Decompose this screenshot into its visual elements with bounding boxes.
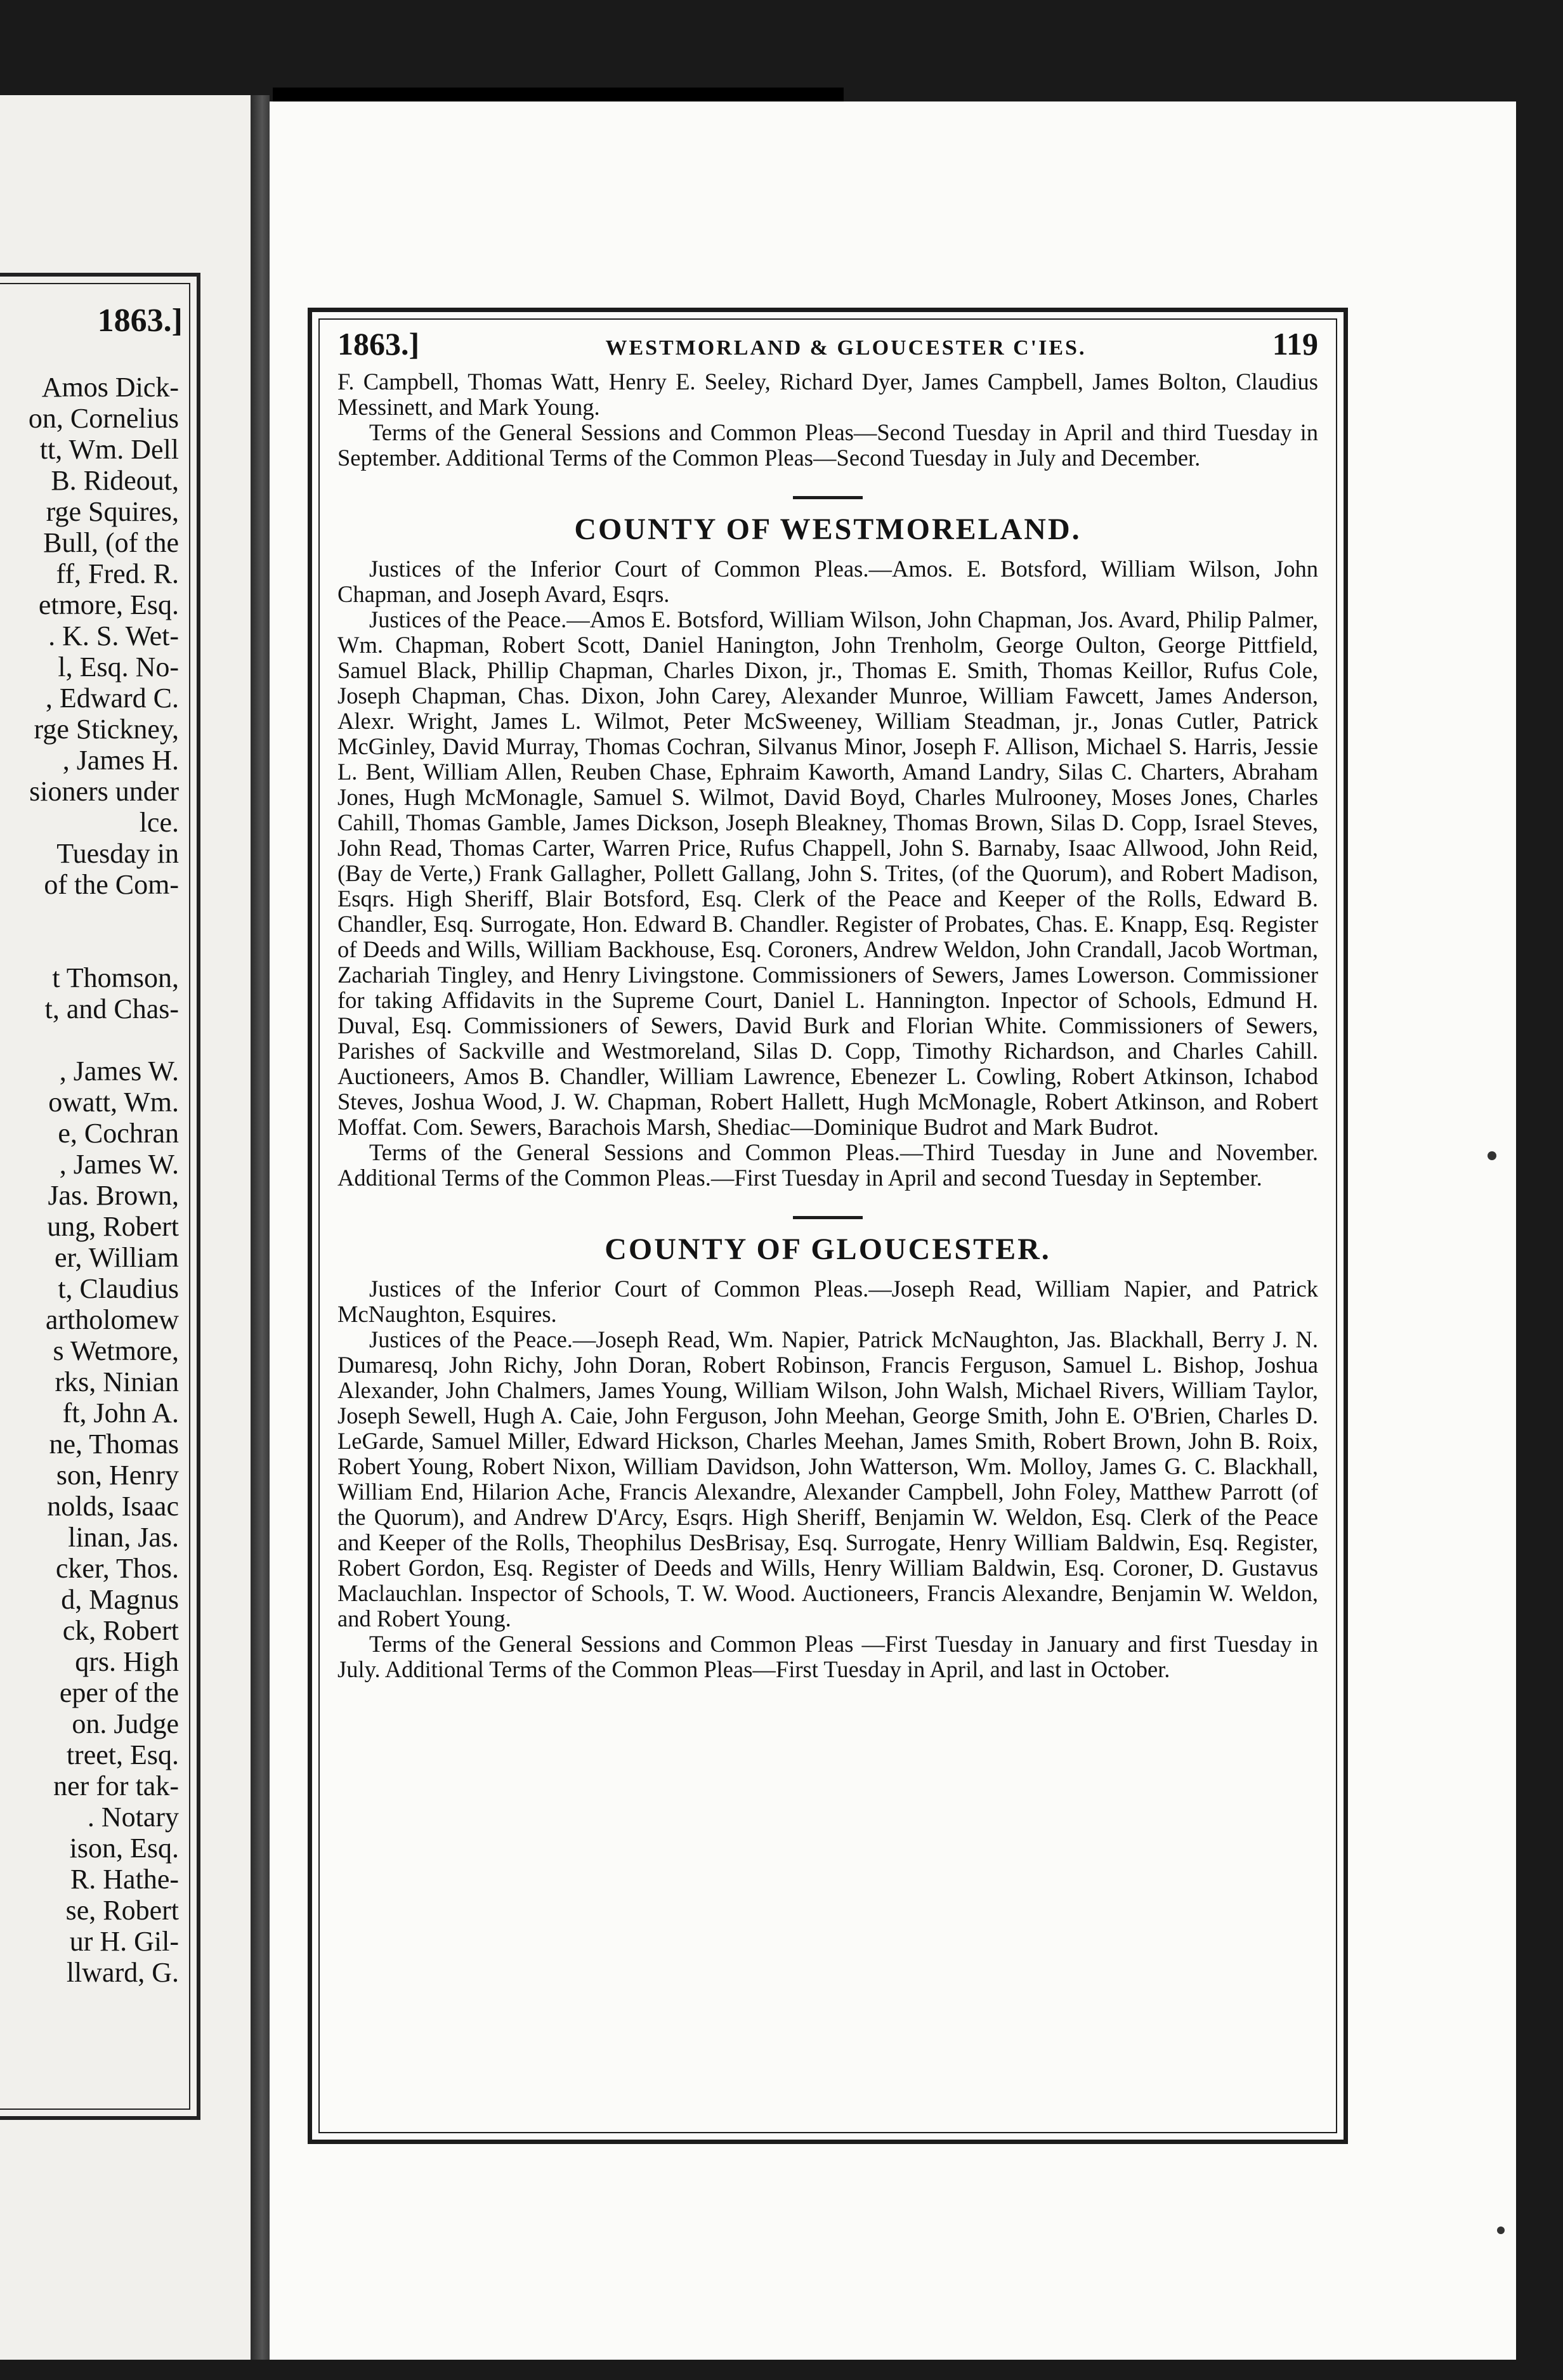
previous-county-terms: Terms of the General Sessions and Common Pleas—Second Tuesday in April and third Tuesday in September. Additional Terms of the Common Pleas—Second Tuesday in July and December. xyxy=(337,419,1318,471)
previous-page-line: linan, Jas. xyxy=(68,1522,179,1553)
previous-page-text xyxy=(0,372,179,1988)
running-head xyxy=(337,326,1318,369)
previous-page-line: R. Hathe- xyxy=(70,1864,179,1895)
previous-page-line: tt, Wm. Dell xyxy=(39,434,179,465)
previous-page-line: llward, G. xyxy=(66,1957,179,1988)
previous-page-line: treet, Esq. xyxy=(66,1739,179,1770)
westmoreland-terms: Terms of the General Sessions and Common Pleas.—Third Tuesday in June and November. Additional Terms of the Common Pleas.—First Tuesday in April and second Tuesday in September. xyxy=(337,1139,1318,1191)
previous-page-line: ne, Thomas xyxy=(49,1429,179,1460)
previous-page-line: Bull, (of the xyxy=(43,527,179,558)
running-head-year: 1863.] xyxy=(337,326,420,362)
previous-page-line xyxy=(0,1024,179,1056)
previous-page-line: ft, John A. xyxy=(62,1397,179,1429)
previous-page-line: ner for tak- xyxy=(53,1770,179,1801)
page-content xyxy=(337,312,1318,1682)
previous-page-frame xyxy=(0,273,200,2120)
previous-page-line: se, Robert xyxy=(65,1895,179,1926)
previous-page-line: t, Claudius xyxy=(58,1273,179,1304)
previous-page-line: t Thomson, xyxy=(52,962,179,993)
previous-page-line: l, Esq. No- xyxy=(58,651,179,683)
gloucester-heading: COUNTY OF GLOUCESTER. xyxy=(605,1232,1051,1266)
previous-page-line: ck, Robert xyxy=(62,1615,179,1646)
previous-page-line: on. Judge xyxy=(72,1708,179,1739)
previous-page-line: d, Magnus xyxy=(61,1584,179,1615)
previous-page-line: ur H. Gil- xyxy=(69,1926,179,1957)
continuation-paragraph: F. Campbell, Thomas Watt, Henry E. Seeley, Richard Dyer, James Campbell, James Bolton, Claudius Messinett, and Mark Young. xyxy=(337,369,1318,420)
westmoreland-heading: COUNTY OF WESTMORELAND. xyxy=(574,513,1082,546)
previous-page-header: 1863.] xyxy=(97,303,183,339)
previous-page-line xyxy=(0,931,179,962)
previous-page-line: t, and Chas- xyxy=(44,993,179,1024)
previous-page-line: cker, Thos. xyxy=(55,1553,179,1584)
previous-page-line: , James W. xyxy=(59,1149,179,1180)
previous-page-line: rge Stickney, xyxy=(34,714,179,745)
previous-page-line: Amos Dick- xyxy=(41,372,179,403)
previous-page-line: lce. xyxy=(139,807,179,838)
section-divider xyxy=(793,496,863,499)
previous-page-line: on, Cornelius xyxy=(28,403,179,434)
westmoreland-justices-of-peace: Justices of the Peace.—Amos E. Botsford, William Wilson, John Chapman, Jos. Avard, Philip Palmer, Wm. Chapman, Robert Scott, Daniel Hanington, John Trenholm, George Oulton, George Pittfield, Samuel Black, Phillip Chapman, Charles Dixon, jr., Thomas E. Smith, Thomas Keillor, Rufus Cole, Joseph Chapman, Chas. Dixon, John Carey, Alexander Munroe, William Fawcett, James Anderson, Alexr. Wright, James L. Wilmot, Peter McSweeney, William Steadman, jr., Jonas Cutler, Patrick McGinley, David Murray, Thomas Cochran, Silvanus Minor, Joseph F. Allison, Michael S. Harris, Jessie L. Bent, William Allen, Reuben Chase, Ephraim Kaworth, Amand Landry, Silas C. Charters, Abraham Jones, Hugh McMonagle, Samuel S. Wilmot, David Boyd, Charles Mulrooney, Moses Jones, Charles Cahill, Thomas Gamble, James Dickson, Joseph Bleakney, Thomas Brown, Silas D. Copp, Israel Steves, John Read, Thomas Carter, Warren Price, Rufus Chappell, John S. Barnaby, Isaac Allwood, John Reid, (Bay de Verte,) Frank Gallagher, Pollett Gallang, John S. Trites, (of the Quorum), and Robert Madison, Esqrs. High Sheriff, Blair Botsford, Esq. Clerk of the Peace and Keeper of the Rolls, Edward B. Chandler, Esq. Surrogate, Hon. Edward B. Chandler. Register of Probates, Chas. E. Knapp, Esq. Register of Deeds and Wills, William Backhouse, Esq. Coroners, Andrew Weldon, John Crandall, Jacob Wortman, Zachariah Tingley, and Henry Livingstone. Commissioners of Sewers, James Lowerson. Commissioner for taking Affidavits in the Supreme Court, Daniel L. Hannington. Inpector of Schools, Edmund H. Duval, Esq. Commissioners of Sewers, David Burk and Florian White. Commissioners of Sewers, Parishes of Sackville and Westmoreland, Silas D. Copp, Timothy Richardson, and Charles Cahill. Auctioneers, Amos B. Chandler, William Lawrence, Ebenezer L. Cowling, Robert Atkinson, Ichabod Steves, Joshua Wood, J. W. Chapman, Robert Hallett, Hugh McMonagle, Robert Atkinson, and Robert Moffat. Com. Sewers, Barachois Marsh, Shediac—Dominique Budrot and Mark Budrot. xyxy=(337,606,1318,1140)
page-frame xyxy=(308,308,1348,2144)
previous-page-line: B. Rideout, xyxy=(51,465,179,496)
westmoreland-inferior-court: Justices of the Inferior Court of Common Pleas.—Amos. E. Botsford, William Wilson, John Chapman, and Joseph Avard, Esqrs. xyxy=(337,556,1318,607)
previous-page-line: er, William xyxy=(54,1242,179,1273)
previous-page-line: s Wetmore, xyxy=(53,1335,179,1366)
previous-page-line: . K. S. Wet- xyxy=(48,620,179,651)
previous-page-line: sioners under xyxy=(29,776,179,807)
previous-page-line: rge Squires, xyxy=(46,496,179,527)
previous-page-line: nolds, Isaac xyxy=(47,1491,179,1522)
book-gutter xyxy=(251,95,270,2360)
previous-page-line: qrs. High xyxy=(75,1646,179,1677)
previous-page-line: , James W. xyxy=(59,1056,179,1087)
previous-page-line: , Edward C. xyxy=(45,683,179,714)
previous-page-line: e, Cochran xyxy=(58,1118,179,1149)
previous-page-line: eper of the xyxy=(59,1677,179,1708)
previous-page-line: ff, Fred. R. xyxy=(56,558,179,589)
gloucester-inferior-court: Justices of the Inferior Court of Common Pleas.—Joseph Read, William Napier, and Patrick McNaughton, Esquires. xyxy=(337,1276,1318,1327)
previous-page-line: ison, Esq. xyxy=(69,1833,179,1864)
scan-speck xyxy=(1497,2226,1505,2234)
previous-page xyxy=(0,95,251,2360)
previous-page-line: Jas. Brown, xyxy=(48,1180,179,1211)
previous-page-line: etmore, Esq. xyxy=(38,589,179,620)
previous-page-line xyxy=(0,900,179,931)
previous-page-line: rks, Ninian xyxy=(55,1366,179,1397)
previous-page-line: of the Com- xyxy=(44,869,179,900)
gloucester-terms: Terms of the General Sessions and Common Pleas —First Tuesday in January and first Tuesday in July. Additional Terms of the Common Pleas—First Tuesday in April, and last in October. xyxy=(337,1631,1318,1682)
previous-page-line: son, Henry xyxy=(56,1460,179,1491)
running-head-title: WESTMORLAND & GLOUCESTER C'IES. xyxy=(605,336,1087,360)
page-119 xyxy=(270,101,1516,2360)
section-divider xyxy=(793,1216,863,1219)
previous-page-line: owatt, Wm. xyxy=(48,1087,179,1118)
scan-speck xyxy=(1488,1151,1496,1160)
gloucester-justices-of-peace: Justices of the Peace.—Joseph Read, Wm. Napier, Patrick McNaughton, Jas. Blackhall, Berry J. N. Dumaresq, John Richy, John Doran, Robert Robinson, Francis Ferguson, Samuel L. Bishop, Joshua Alexander, John Chalmers, James Young, William Wilson, John Walsh, Michael Rivers, William Taylor, Joseph Sewell, Hugh A. Caie, John Ferguson, John Meehan, George Smith, John E. O'Brien, Charles D. LeGarde, Samuel Miller, Edward Hickson, Charles Meehan, James Smith, Robert Brown, John B. Roix, Robert Young, Robert Nixon, William Davidson, John Watterson, Wm. Molloy, James G. C. Blackhall, William End, Hilarion Ache, Francis Alexandre, Alexander Campbell, John Foley, Matthew Parrott (of the Quorum), and Andrew D'Arcy, Esqrs. High Sheriff, Benjamin W. Weldon, Esq. Clerk of the Peace and Keeper of the Rolls, Theophilus DesBrisay, Esq. Surrogate, Henry William Baldwin, Esq. Register, Robert Gordon, Esq. Register of Deeds and Wills, Henry William Baldwin, Esq. Coroner, D. Gustavus Maclauchlan. Inspector of Schools, T. W. Wood. Auctioneers, Francis Alexandre, Benjamin W. Weldon, and Robert Young. xyxy=(337,1326,1318,1631)
page-number: 119 xyxy=(1272,326,1318,362)
previous-page-line: . Notary xyxy=(87,1801,179,1833)
previous-page-line: Tuesday in xyxy=(56,838,179,869)
previous-page-line: , James H. xyxy=(62,745,179,776)
previous-page-line: artholomew xyxy=(45,1304,179,1335)
previous-page-line: ung, Robert xyxy=(47,1211,179,1242)
